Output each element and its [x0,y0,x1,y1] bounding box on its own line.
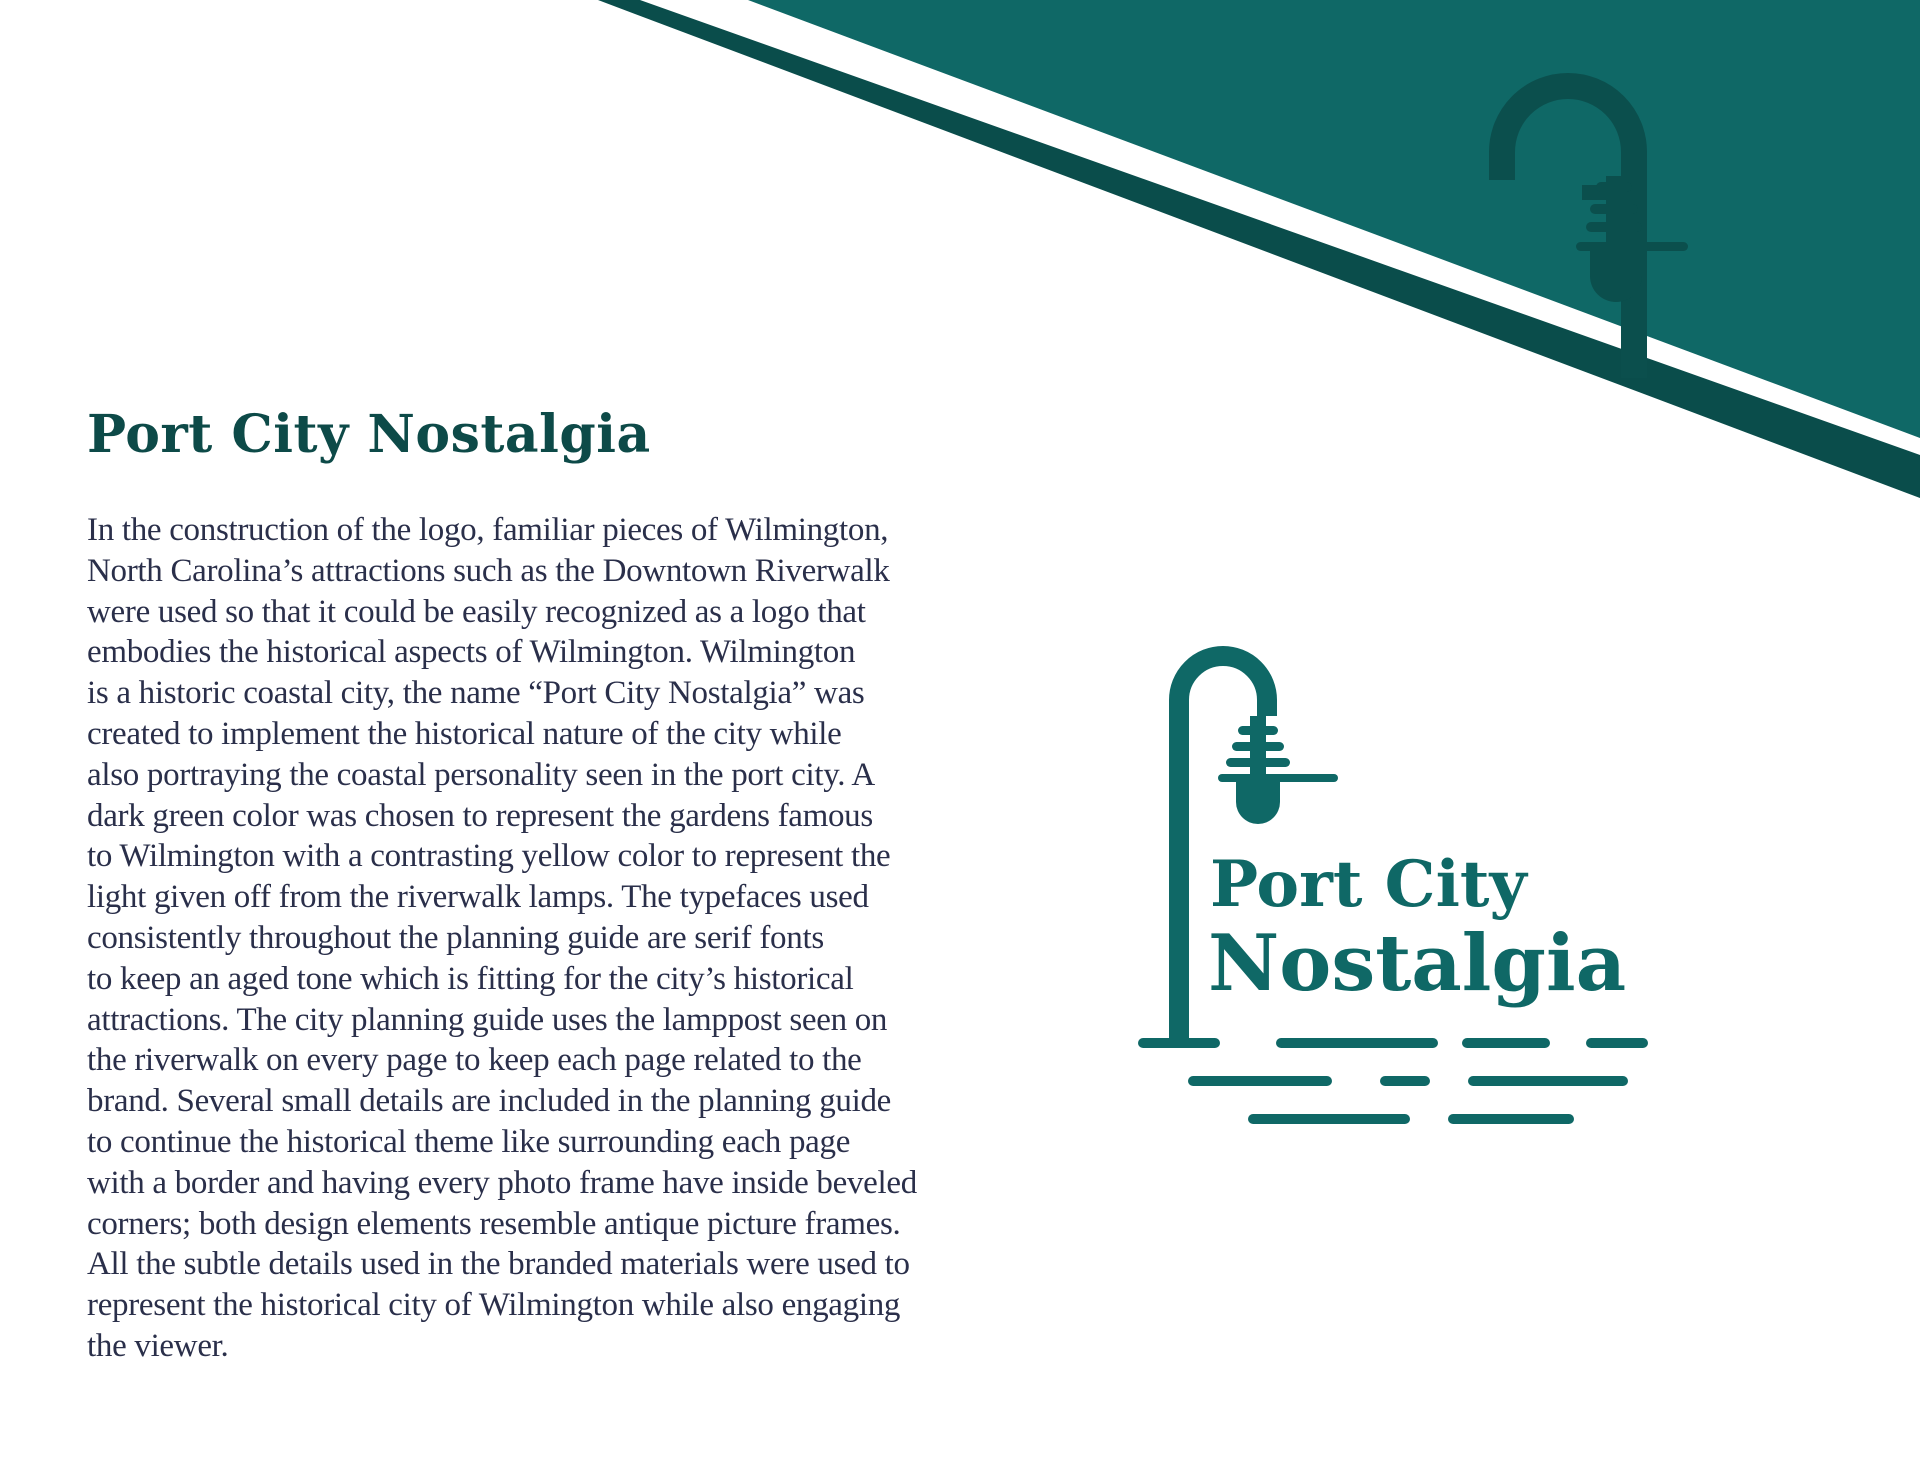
body-text-line: to Wilmington with a contrasting yellow color to represent the [87,838,891,875]
body-text-line: light given off from the riverwalk lamps. The typefaces used [87,879,869,916]
body-text-line: embodies the historical aspects of Wilmington. Wilmington [87,634,856,671]
body-text-line: dark green color was chosen to represent the gardens famous [87,797,873,834]
body-text-line: to continue the historical theme like surrounding each page [87,1123,851,1160]
body-text-line: created to implement the historical nature of the city while [87,715,842,752]
body-text-line: with a border and having every photo frame have inside beveled [87,1164,917,1201]
body-text-line: represent the historical city of Wilmington while also engaging [87,1287,901,1324]
body-text-line: to keep an aged tone which is fitting for the city’s historical [87,960,854,997]
body-text-line: consistently throughout the planning guide are serif fonts [87,919,824,956]
body-text-line: is a historic coastal city, the name “Port City Nostalgia” was [87,675,865,712]
body-text-line: the viewer. [87,1327,229,1364]
body-text-line: corners; both design elements resemble antique picture frames. [87,1205,901,1242]
body-text-line: the riverwalk on every page to keep each page related to the [87,1042,862,1079]
corner-band-main [748,0,1920,438]
body-text-line: All the subtle details used in the branded materials were used to [87,1246,910,1283]
water-lines-icon [1138,1038,1648,1124]
body-text-line: also portraying the coastal personality seen in the port city. A [87,756,875,793]
body-text-line: North Carolina’s attractions such as the Downtown Riverwalk [87,552,890,589]
logo-text-line-1: Port City [1210,847,1527,922]
body-text-line: attractions. The city planning guide uses the lamppost seen on [87,1001,888,1038]
body-text-line: In the construction of the logo, familiar pieces of Wilmington, [87,512,889,548]
logo [1130,630,1700,1130]
body-text-line: were used so that it could be easily recognized as a logo that [87,593,866,630]
logo-text-line-2: Nostalgia [1208,918,1627,1009]
body-paragraph [87,510,967,1367]
body-text-line: brand. Several small details are included in the planning guide [87,1083,892,1120]
page-title: Port City Nostalgia [87,404,651,465]
